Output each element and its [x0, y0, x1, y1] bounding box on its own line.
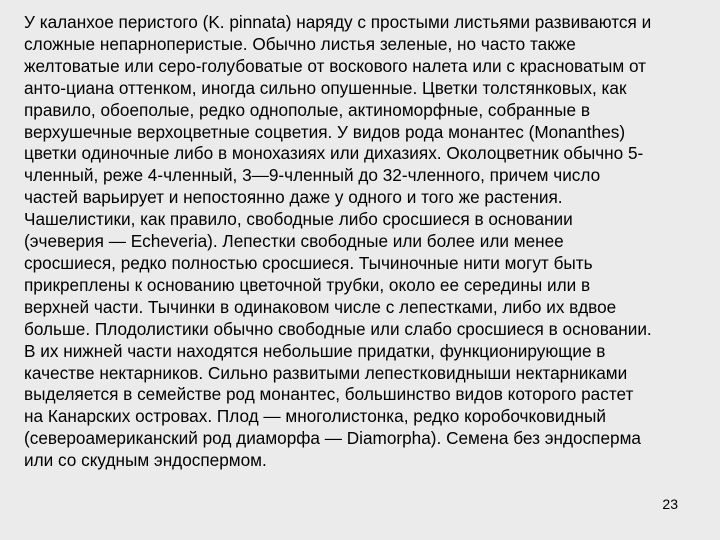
text-line: желтоватые или серо-голубоватые от воскового налета или с красноватым от — [24, 55, 647, 76]
text-line: прикреплены к основанию цветочной трубки, около ее середины или в — [24, 274, 591, 295]
text-line: (североамериканский род диаморфа — Diamorpha). Семена без эндосперма — [24, 428, 641, 449]
text-line: сросшиеся, редко полностью сросшиеся. Тычиночные нити могут быть — [24, 252, 593, 273]
text-line: членный, реже 4-членный, 3—9-членный до 32-членного, причем число — [24, 165, 601, 186]
text-line: больше. Плодолистики обычно свободные или слабо сросшиеся в основании. — [24, 318, 652, 339]
text-line: В их нижней части находятся небольшие придатки, функционирующие в — [24, 340, 606, 361]
text-line: частей варьирует и непостоянно даже у одного и того же растения. — [24, 187, 563, 208]
text-line: верхушечные верхоцветные соцветия. У видов рода монантес (Monanthes) — [24, 121, 626, 142]
text-line: анто-циана оттенком, иногда сильно опушенные. Цветки толстянковых, как — [24, 77, 627, 98]
body-paragraph — [24, 12, 700, 472]
text-line: Чашелистики, как правило, свободные либо сросшиеся в основании — [24, 209, 573, 230]
text-line: верхней части. Тычинки в одинаковом числе с лепестками, либо их вдвое — [24, 296, 617, 317]
text-line: (эчеверия — Echeveria). Лепестки свободные или более или менее — [24, 231, 564, 252]
text-line: сложные непарноперистые. Обычно листья зеленые, но часто также — [24, 33, 576, 54]
text-line: цветки одиночные либо в монохазиях или дихазиях. Околоцветник обычно 5- — [24, 143, 644, 164]
text-line: правило, обоеполые, редко однополые, актиноморфные, собранные в — [24, 99, 590, 120]
text-line: У каланхое перистого (K. pinnata) наряду с простыми листьями развиваются и — [24, 12, 652, 32]
text-line: качестве нектарников. Сильно развитыми лепестковидныши нектарниками — [24, 362, 628, 383]
text-line: на Канарских островах. Плод — многолистонка, редко коробочковидный — [24, 406, 606, 427]
text-line: выделяется в семействе род монантес, большинство видов которого растет — [24, 384, 634, 405]
page-number: 23 — [662, 496, 678, 512]
text-line: или со скудным эндоспермом. — [24, 450, 267, 471]
